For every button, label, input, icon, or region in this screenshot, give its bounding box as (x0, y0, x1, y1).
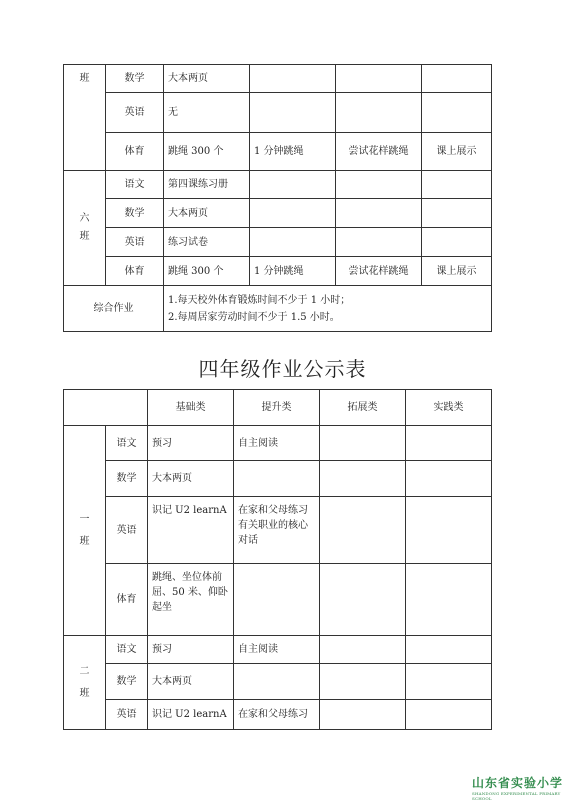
extend-cell (320, 700, 406, 730)
header-extend: 拓展类 (320, 390, 406, 426)
class-label-text: 二班 (79, 665, 90, 699)
extend-cell (336, 171, 422, 199)
table-row (64, 257, 492, 286)
summary-notes (164, 286, 492, 332)
improve-cell: 在家和父母练习有关职业的核心对话 (234, 497, 320, 564)
basic-cell: 大本两页 (148, 461, 234, 497)
improve-cell: 1 分钟跳绳 (250, 133, 336, 171)
extend-cell (336, 93, 422, 133)
subject-cell: 语文 (106, 636, 148, 664)
improve-cell (250, 65, 336, 93)
subject-cell: 体育 (106, 564, 148, 636)
practice-cell: 课上展示 (422, 133, 492, 171)
table-row (64, 461, 492, 497)
practice-cell (406, 564, 492, 636)
subject-cell: 数学 (106, 461, 148, 497)
subject-cell: 体育 (106, 133, 164, 171)
improve-cell (250, 228, 336, 257)
grade4-homework-table (63, 389, 492, 730)
homework-table-continued (63, 64, 492, 332)
practice-cell (422, 228, 492, 257)
school-logo-english: SHANDONG EXPERIMENTAL PRIMARY SCHOOL (472, 791, 561, 801)
practice-cell: 课上展示 (422, 257, 492, 286)
school-logo (472, 774, 565, 801)
table-row (64, 497, 492, 564)
header-improve: 提升类 (234, 390, 320, 426)
practice-cell (406, 636, 492, 664)
extend-cell (336, 199, 422, 228)
subject-cell: 英语 (106, 228, 164, 257)
practice-cell (406, 664, 492, 700)
class-label-text: 一班 (79, 513, 90, 547)
subject-cell: 体育 (106, 257, 164, 286)
basic-cell: 无 (164, 93, 250, 133)
table-row (64, 636, 492, 664)
basic-cell: 跳绳、坐位体前屈、50 米、仰卧起坐 (148, 564, 234, 636)
extend-cell (336, 65, 422, 93)
extend-cell (320, 564, 406, 636)
subject-cell: 英语 (106, 700, 148, 730)
extend-cell (320, 497, 406, 564)
extend-cell: 尝试花样跳绳 (336, 257, 422, 286)
extend-cell (320, 426, 406, 461)
basic-cell: 跳绳 300 个 (164, 133, 250, 171)
improve-cell: 1 分钟跳绳 (250, 257, 336, 286)
subject-cell: 数学 (106, 199, 164, 228)
table-header-row (64, 390, 492, 426)
extend-cell: 尝试花样跳绳 (336, 133, 422, 171)
practice-cell (406, 461, 492, 497)
improve-cell (234, 564, 320, 636)
table-row (64, 171, 492, 199)
table-row (64, 426, 492, 461)
extend-cell (320, 636, 406, 664)
practice-cell (422, 199, 492, 228)
table-row (64, 228, 492, 257)
extend-cell (320, 664, 406, 700)
improve-cell (250, 93, 336, 133)
table-row (64, 133, 492, 171)
school-logo-name: 山东省实验小学 (472, 776, 564, 790)
summary-label: 综合作业 (64, 286, 164, 332)
practice-cell (406, 497, 492, 564)
table-row (64, 700, 492, 730)
subject-cell: 数学 (106, 65, 164, 93)
improve-cell (234, 664, 320, 700)
header-basic: 基础类 (148, 390, 234, 426)
class-label (64, 636, 106, 730)
header-practice: 实践类 (406, 390, 492, 426)
practice-cell (422, 65, 492, 93)
practice-cell (422, 93, 492, 133)
improve-cell: 自主阅读 (234, 636, 320, 664)
table-row (64, 564, 492, 636)
improve-cell: 自主阅读 (234, 426, 320, 461)
basic-cell: 预习 (148, 636, 234, 664)
extend-cell (336, 228, 422, 257)
practice-cell (422, 171, 492, 199)
basic-cell: 识记 U2 learnA (148, 700, 234, 730)
class-label (64, 426, 106, 636)
basic-cell: 大本两页 (164, 65, 250, 93)
class-label (64, 171, 106, 286)
extend-cell (320, 461, 406, 497)
basic-cell: 预习 (148, 426, 234, 461)
improve-cell (234, 461, 320, 497)
subject-cell: 英语 (106, 93, 164, 133)
basic-cell: 大本两页 (148, 664, 234, 700)
subject-cell: 英语 (106, 497, 148, 564)
table-row (64, 199, 492, 228)
summary-line: 2.每周居家劳动时间不少于 1.5 小时。 (168, 311, 340, 323)
class-label: 班 (64, 65, 106, 171)
table-row (64, 65, 492, 93)
practice-cell (406, 700, 492, 730)
basic-cell: 识记 U2 learnA (148, 497, 234, 564)
improve-cell: 在家和父母练习 (234, 700, 320, 730)
practice-cell (406, 426, 492, 461)
subject-cell: 数学 (106, 664, 148, 700)
basic-cell: 跳绳 300 个 (164, 257, 250, 286)
improve-cell (250, 199, 336, 228)
table-row (64, 93, 492, 133)
basic-cell: 第四课练习册 (164, 171, 250, 199)
improve-cell (250, 171, 336, 199)
header-blank (64, 390, 148, 426)
table-row (64, 664, 492, 700)
summary-line: 1.每天校外体育锻炼时间不少于 1 小时； (168, 294, 351, 306)
subject-cell: 语文 (106, 171, 164, 199)
basic-cell: 大本两页 (164, 199, 250, 228)
page-title: 四年级作业公示表 (198, 357, 367, 381)
basic-cell: 练习试卷 (164, 228, 250, 257)
table-row (64, 286, 492, 332)
subject-cell: 语文 (106, 426, 148, 461)
class-label-text: 六班 (79, 213, 90, 242)
